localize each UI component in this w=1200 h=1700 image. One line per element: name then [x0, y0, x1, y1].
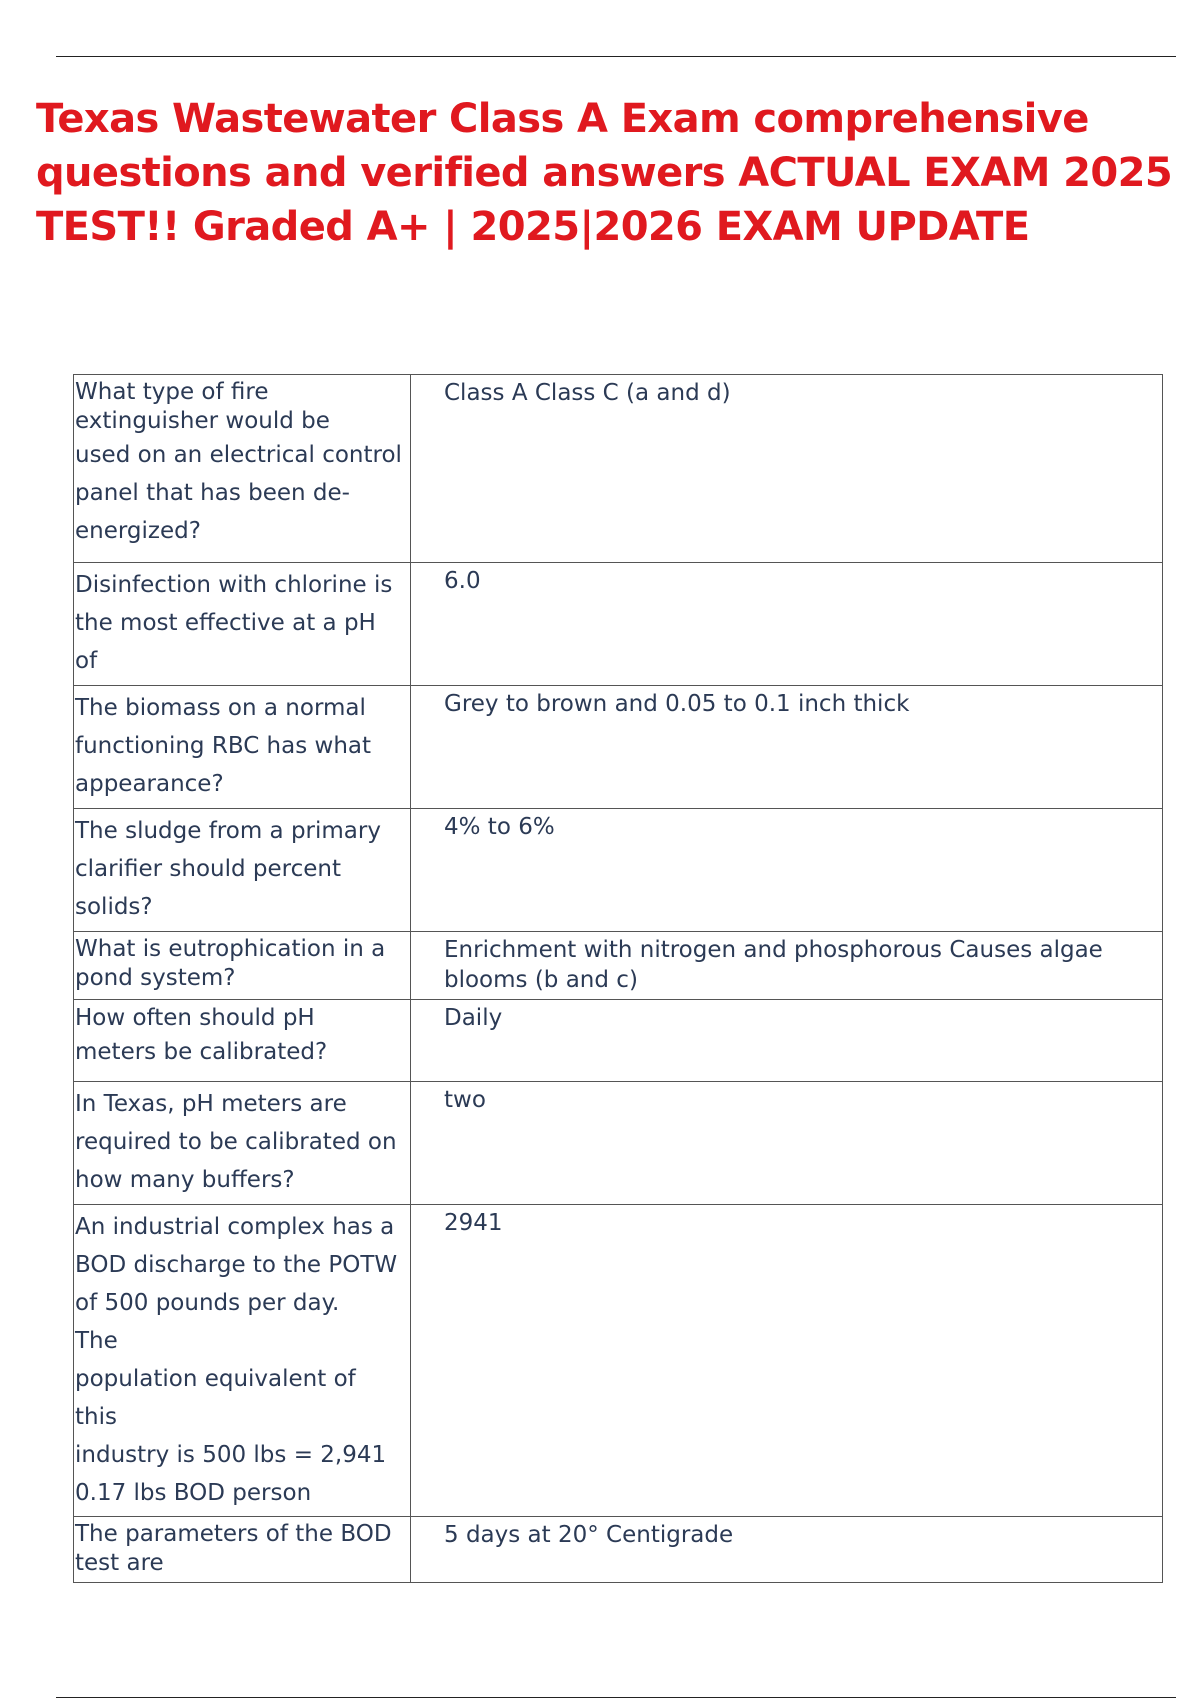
question-line: The parameters of the BOD test are	[75, 1521, 392, 1576]
question-cell	[74, 932, 411, 1000]
question-line: how many buffers?	[75, 1167, 295, 1193]
question-line: functioning RBC has what	[75, 733, 372, 759]
question-line: What type of fire extinguisher would be	[75, 379, 330, 434]
question-line: used on an electrical control	[75, 442, 402, 468]
question-cell	[74, 563, 411, 686]
question-line: Disinfection with chlorine is	[75, 572, 393, 598]
table-row	[74, 809, 1163, 932]
question-line: The sludge from a primary	[75, 818, 381, 844]
question-line: of	[75, 648, 98, 674]
question-line: The biomass on a normal	[75, 695, 366, 721]
answer-cell: 2941	[411, 1205, 1163, 1517]
answer-cell: 4% to 6%	[411, 809, 1163, 932]
question-cell	[74, 686, 411, 809]
question-line: energized?	[75, 518, 201, 544]
table-row	[74, 563, 1163, 686]
question-line: What is eutrophication in a pond system?	[75, 936, 386, 991]
document-title: Texas Wastewater Class A Exam comprehensive questions and verified answers ACTUAL EXAM 2025 TEST!! Graded A+ | 2025|2026 EXAM UPDATE	[36, 96, 1173, 250]
table-row	[74, 375, 1163, 563]
table-row	[74, 1000, 1163, 1082]
question-line: An industrial complex has a	[75, 1214, 395, 1240]
answer-cell: Grey to brown and 0.05 to 0.1 inch thick	[411, 686, 1163, 809]
answer-cell: Daily	[411, 1000, 1163, 1082]
table-row	[74, 686, 1163, 809]
question-line: How often should pH	[75, 1005, 315, 1031]
question-line: population equivalent of this	[75, 1366, 356, 1430]
answer-cell: two	[411, 1082, 1163, 1205]
question-line: appearance?	[75, 771, 224, 797]
bottom-rule	[56, 1697, 1176, 1698]
question-cell	[74, 809, 411, 932]
table-row	[74, 1517, 1163, 1583]
question-cell	[74, 375, 411, 563]
question-cell	[74, 1082, 411, 1205]
answer-cell: Enrichment with nitrogen and phosphorous Causes algae blooms (b and c)	[411, 932, 1163, 1000]
answer-cell: Class A Class C (a and d)	[411, 375, 1163, 563]
question-line: In Texas, pH meters are	[75, 1091, 347, 1117]
table-row	[74, 1082, 1163, 1205]
question-line: of 500 pounds per day.	[75, 1290, 340, 1316]
question-line: BOD discharge to the POTW	[75, 1252, 398, 1278]
question-cell	[74, 1000, 411, 1082]
question-line: industry is 500 lbs = 2,941	[75, 1442, 387, 1468]
question-line: meters be calibrated?	[75, 1039, 328, 1065]
question-line: panel that has been de-	[75, 480, 350, 506]
question-line: clarifier should percent	[75, 856, 341, 882]
top-rule	[56, 56, 1176, 57]
qa-table	[73, 374, 1163, 1583]
question-line: The	[75, 1328, 118, 1354]
question-cell	[74, 1517, 411, 1583]
question-cell	[74, 1205, 411, 1517]
question-line: solids?	[75, 894, 153, 920]
table-row	[74, 932, 1163, 1000]
question-line: the most effective at a pH	[75, 610, 376, 636]
table-row	[74, 1205, 1163, 1517]
answer-cell: 6.0	[411, 563, 1163, 686]
question-line: required to be calibrated on	[75, 1129, 397, 1155]
answer-cell: 5 days at 20° Centigrade	[411, 1517, 1163, 1583]
question-line: 0.17 lbs BOD person	[75, 1480, 312, 1506]
